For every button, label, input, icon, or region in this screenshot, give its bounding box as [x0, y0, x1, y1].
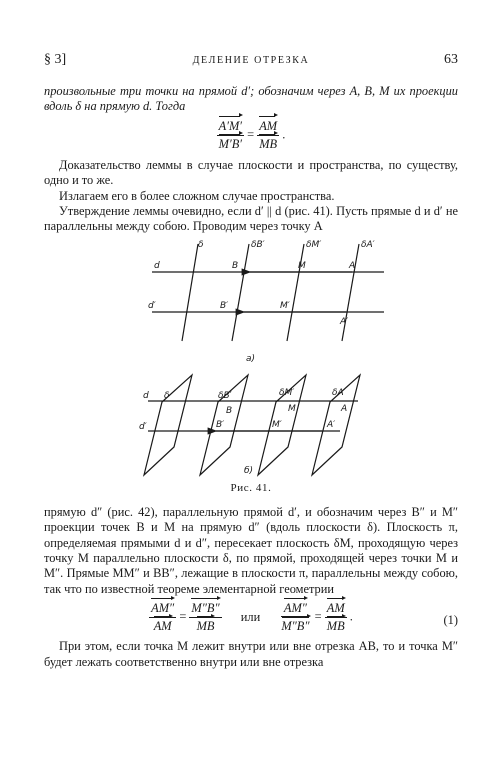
eq2-a-num: AM″	[151, 601, 175, 616]
paragraph-4: Утверждение леммы очевидно, если d′ || d (рис. 41). Пусть прямые d и d′ не параллельны между собою. Проводим через точку A	[44, 204, 458, 234]
label-d-b: d	[143, 390, 149, 401]
label-deltaB-a: δB′	[251, 239, 265, 250]
label-delta3-b: δM′	[279, 387, 295, 398]
label-Bp-b: B′	[216, 419, 225, 430]
label-delta-a: δ	[198, 239, 204, 250]
label-sub-b: б)	[244, 465, 254, 476]
figure-caption: Рис. 41.	[230, 481, 272, 494]
paragraph-2: Доказательство леммы в случае плоскости и пространства, по существу, одно и то же.	[44, 157, 458, 188]
page	[44, 52, 458, 670]
plane-1	[144, 375, 192, 475]
label-M-a: M	[298, 260, 306, 271]
paragraph-5: прямую d″ (рис. 42), параллельную прямой d′, и обозначим через B″ и M″ проекции точек B и M на прямую d″ (вдоль плоскости δ). Плоскость π, определяемая прямыми d и d″, пересекает плоскость δM, проходящую через точку M параллельно плоскости δ, по прямой, проходящей через точки M и M″. Прямые MM″ и BB″, лежащие в плоскости π, параллельны между собою, так что по известной теореме элементарной геометрии	[44, 504, 458, 596]
paragraph-6: При этом, если точка M лежит внутри или вне отрезка AB, то и точка M″ будет лежать соответственно внутри или вне отрезка	[44, 639, 458, 669]
eq2-b-den: MB	[196, 619, 215, 634]
eq2-d-num: AM	[326, 601, 345, 616]
eq2-c-den: M″B″	[281, 619, 310, 634]
eq2-or: или	[240, 609, 261, 624]
label-Ap-a: A′	[340, 316, 349, 327]
line-deltaM-a	[287, 244, 304, 341]
label-d-a: d	[154, 260, 160, 271]
eq1-period: .	[282, 127, 286, 142]
running-header	[44, 52, 458, 72]
eq2-frac-d	[325, 601, 347, 634]
eq2-period: .	[349, 609, 353, 624]
eq1-num-right: AM	[259, 118, 278, 133]
figure-41	[44, 235, 458, 505]
label-Mp-a: M′	[280, 300, 290, 311]
eq2-equals-2: =	[314, 609, 322, 624]
paragraph-3: Излагаем его в более сложном случае пространства.	[59, 188, 335, 203]
running-title: ДЕЛЕНИЕ ОТРЕЗКА	[192, 55, 310, 66]
label-deltaA-a: δA′	[361, 239, 375, 250]
label-delta4-b: δA′	[332, 387, 346, 398]
label-delta1-b: δ	[164, 390, 170, 401]
label-A-b: A	[341, 403, 348, 414]
label-Ap-b: A′	[327, 419, 336, 430]
paragraph-1: произвольные три точки на прямой d′; обозначим через A, B, M их проекции вдоль δ на прямую d. Тогда	[44, 84, 458, 114]
eq1-num-left: A′M′	[218, 118, 242, 133]
fraction-right	[257, 119, 279, 152]
eq2-c-num: AM″	[283, 601, 307, 616]
eq1-den-right: MB	[259, 136, 278, 151]
eq1-equals: =	[247, 127, 255, 142]
label-dp-a: d′	[148, 300, 156, 311]
eq2-a-den: AM	[153, 619, 172, 634]
section-number: § 3]	[44, 52, 67, 67]
line-delta-a	[182, 244, 198, 341]
figure-41-diagram	[44, 235, 458, 495]
page-number: 63	[444, 52, 458, 67]
label-B-b: B	[226, 405, 233, 416]
equation-lemma	[44, 119, 458, 152]
label-Bp-a: B′	[220, 300, 229, 311]
label-delta2-b: δB′	[218, 390, 232, 401]
label-sub-a: а)	[246, 353, 256, 364]
eq2-d-den: MB	[326, 619, 345, 634]
eq2-frac-b	[189, 601, 221, 634]
label-deltaM-a: δM′	[306, 239, 322, 250]
label-A-a: A	[349, 260, 356, 271]
fraction-left	[217, 119, 244, 152]
label-dp-b: d′	[139, 421, 147, 432]
eq1-den-left: M′B′	[218, 136, 242, 151]
eq2-b-num: M″B″	[191, 601, 220, 616]
equation-number: (1)	[443, 613, 458, 628]
eq2-frac-a	[149, 601, 176, 634]
label-B-a: B	[232, 260, 239, 271]
label-M-b: M	[288, 403, 296, 414]
eq2-equals-1: =	[179, 609, 187, 624]
line-deltaB-a	[232, 244, 249, 341]
label-Mp-b: M′	[272, 419, 282, 430]
eq2-frac-c	[279, 601, 311, 634]
equation-1	[44, 601, 458, 634]
